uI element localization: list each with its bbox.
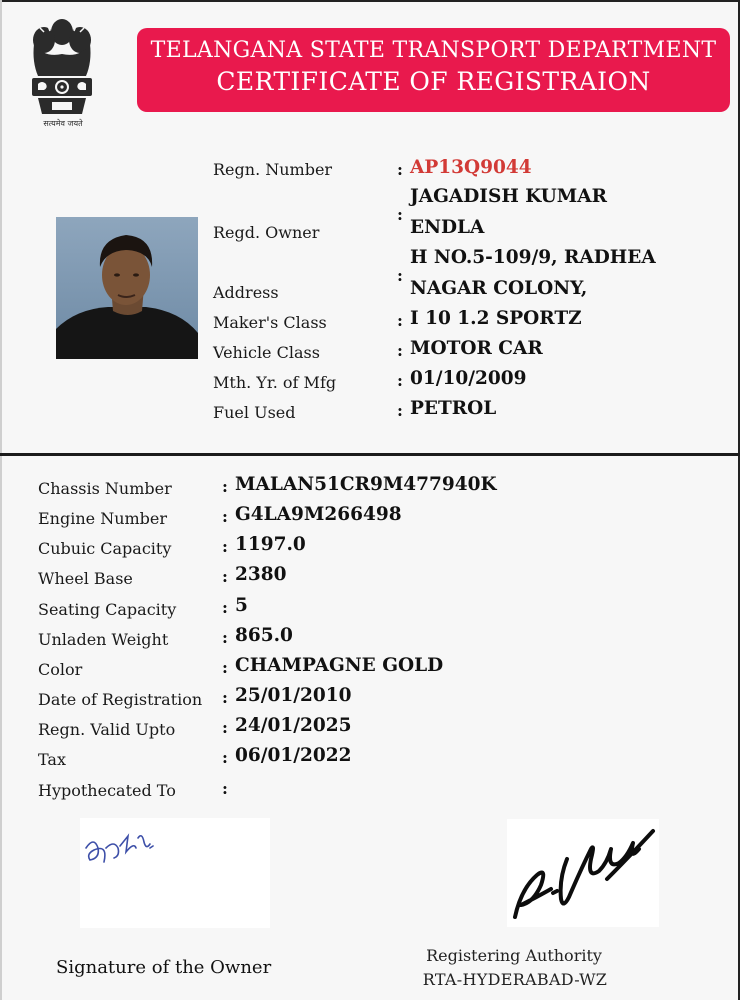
left-border	[0, 0, 2, 1000]
regn-number-label: Regn. Number	[213, 160, 333, 179]
address-label: Address	[213, 283, 279, 302]
color-label: Color	[38, 660, 83, 679]
department-title: TELANGANA STATE TRANSPORT DEPARTMENT	[150, 38, 717, 63]
certificate-title: CERTIFICATE OF REGISTRAION	[216, 67, 651, 96]
vehicle-class-label: Vehicle Class	[213, 343, 320, 362]
owner-photo	[56, 217, 198, 359]
vehicle-class-value: MOTOR CAR	[410, 338, 543, 359]
address-line1: H NO.5-109/9, RADHEA	[410, 247, 656, 268]
section-divider	[0, 453, 740, 456]
cubic-capacity-label: Cubuic Capacity	[38, 539, 172, 558]
regn-number-value: AP13Q9044	[410, 157, 532, 178]
colon: :	[222, 507, 228, 526]
mfg-value: 01/10/2009	[410, 368, 527, 389]
chassis-number-value: MALAN51CR9M477940K	[235, 474, 497, 495]
colon: :	[397, 341, 403, 360]
engine-number-label: Engine Number	[38, 509, 168, 528]
color-value: CHAMPAGNE GOLD	[235, 655, 444, 676]
top-border	[0, 0, 740, 2]
colon: :	[222, 477, 228, 496]
unladen-weight-value: 865.0	[235, 625, 293, 646]
colon: :	[222, 598, 228, 617]
chassis-number-label: Chassis Number	[38, 479, 172, 498]
fuel-value: PETROL	[410, 398, 497, 419]
owner-name-line2: ENDLA	[410, 217, 485, 238]
colon: :	[222, 688, 228, 707]
rta-office: RTA-HYDERABAD-WZ	[422, 970, 608, 989]
colon: :	[397, 205, 403, 224]
owner-name-line1: JAGADISH KUMAR	[410, 186, 607, 207]
state-emblem-icon	[22, 14, 102, 132]
owner-signature	[80, 818, 270, 928]
engine-number-value: G4LA9M266498	[235, 504, 402, 525]
colon: :	[397, 371, 403, 390]
colon: :	[222, 537, 228, 556]
address-line2: NAGAR COLONY,	[410, 278, 588, 299]
regd-owner-label: Regd. Owner	[213, 223, 320, 242]
colon: :	[222, 718, 228, 737]
date-of-registration-label: Date of Registration	[38, 690, 203, 709]
colon: :	[222, 748, 228, 767]
owner-signature-caption: Signature of the Owner	[56, 957, 272, 978]
unladen-weight-label: Unladen Weight	[38, 630, 169, 649]
makers-class-value: I 10 1.2 SPORTZ	[410, 308, 582, 329]
tax-value: 06/01/2022	[235, 745, 352, 766]
colon: :	[222, 779, 228, 798]
seating-capacity-value: 5	[235, 595, 248, 616]
authority-signature	[507, 819, 659, 927]
makers-class-label: Maker's Class	[213, 313, 327, 332]
hypothecated-to-label: Hypothecated To	[38, 781, 176, 800]
fuel-label: Fuel Used	[213, 403, 296, 422]
seating-capacity-label: Seating Capacity	[38, 600, 177, 619]
colon: :	[397, 311, 403, 330]
colon: :	[397, 266, 403, 285]
regn-valid-upto-label: Regn. Valid Upto	[38, 720, 176, 739]
colon: :	[222, 658, 228, 677]
cubic-capacity-value: 1197.0	[235, 534, 306, 555]
tax-label: Tax	[38, 750, 66, 769]
wheel-base-value: 2380	[235, 564, 287, 585]
colon: :	[397, 160, 403, 179]
colon: :	[397, 401, 403, 420]
header-banner	[137, 28, 730, 112]
registering-authority-label: Registering Authority	[426, 946, 602, 965]
regn-valid-upto-value: 24/01/2025	[235, 715, 352, 736]
date-of-registration-value: 25/01/2010	[235, 685, 352, 706]
colon: :	[222, 567, 228, 586]
wheel-base-label: Wheel Base	[38, 569, 133, 588]
emblem-motto: सत्यमेव जयते	[43, 119, 83, 128]
mfg-label: Mth. Yr. of Mfg	[213, 373, 337, 392]
colon: :	[222, 628, 228, 647]
